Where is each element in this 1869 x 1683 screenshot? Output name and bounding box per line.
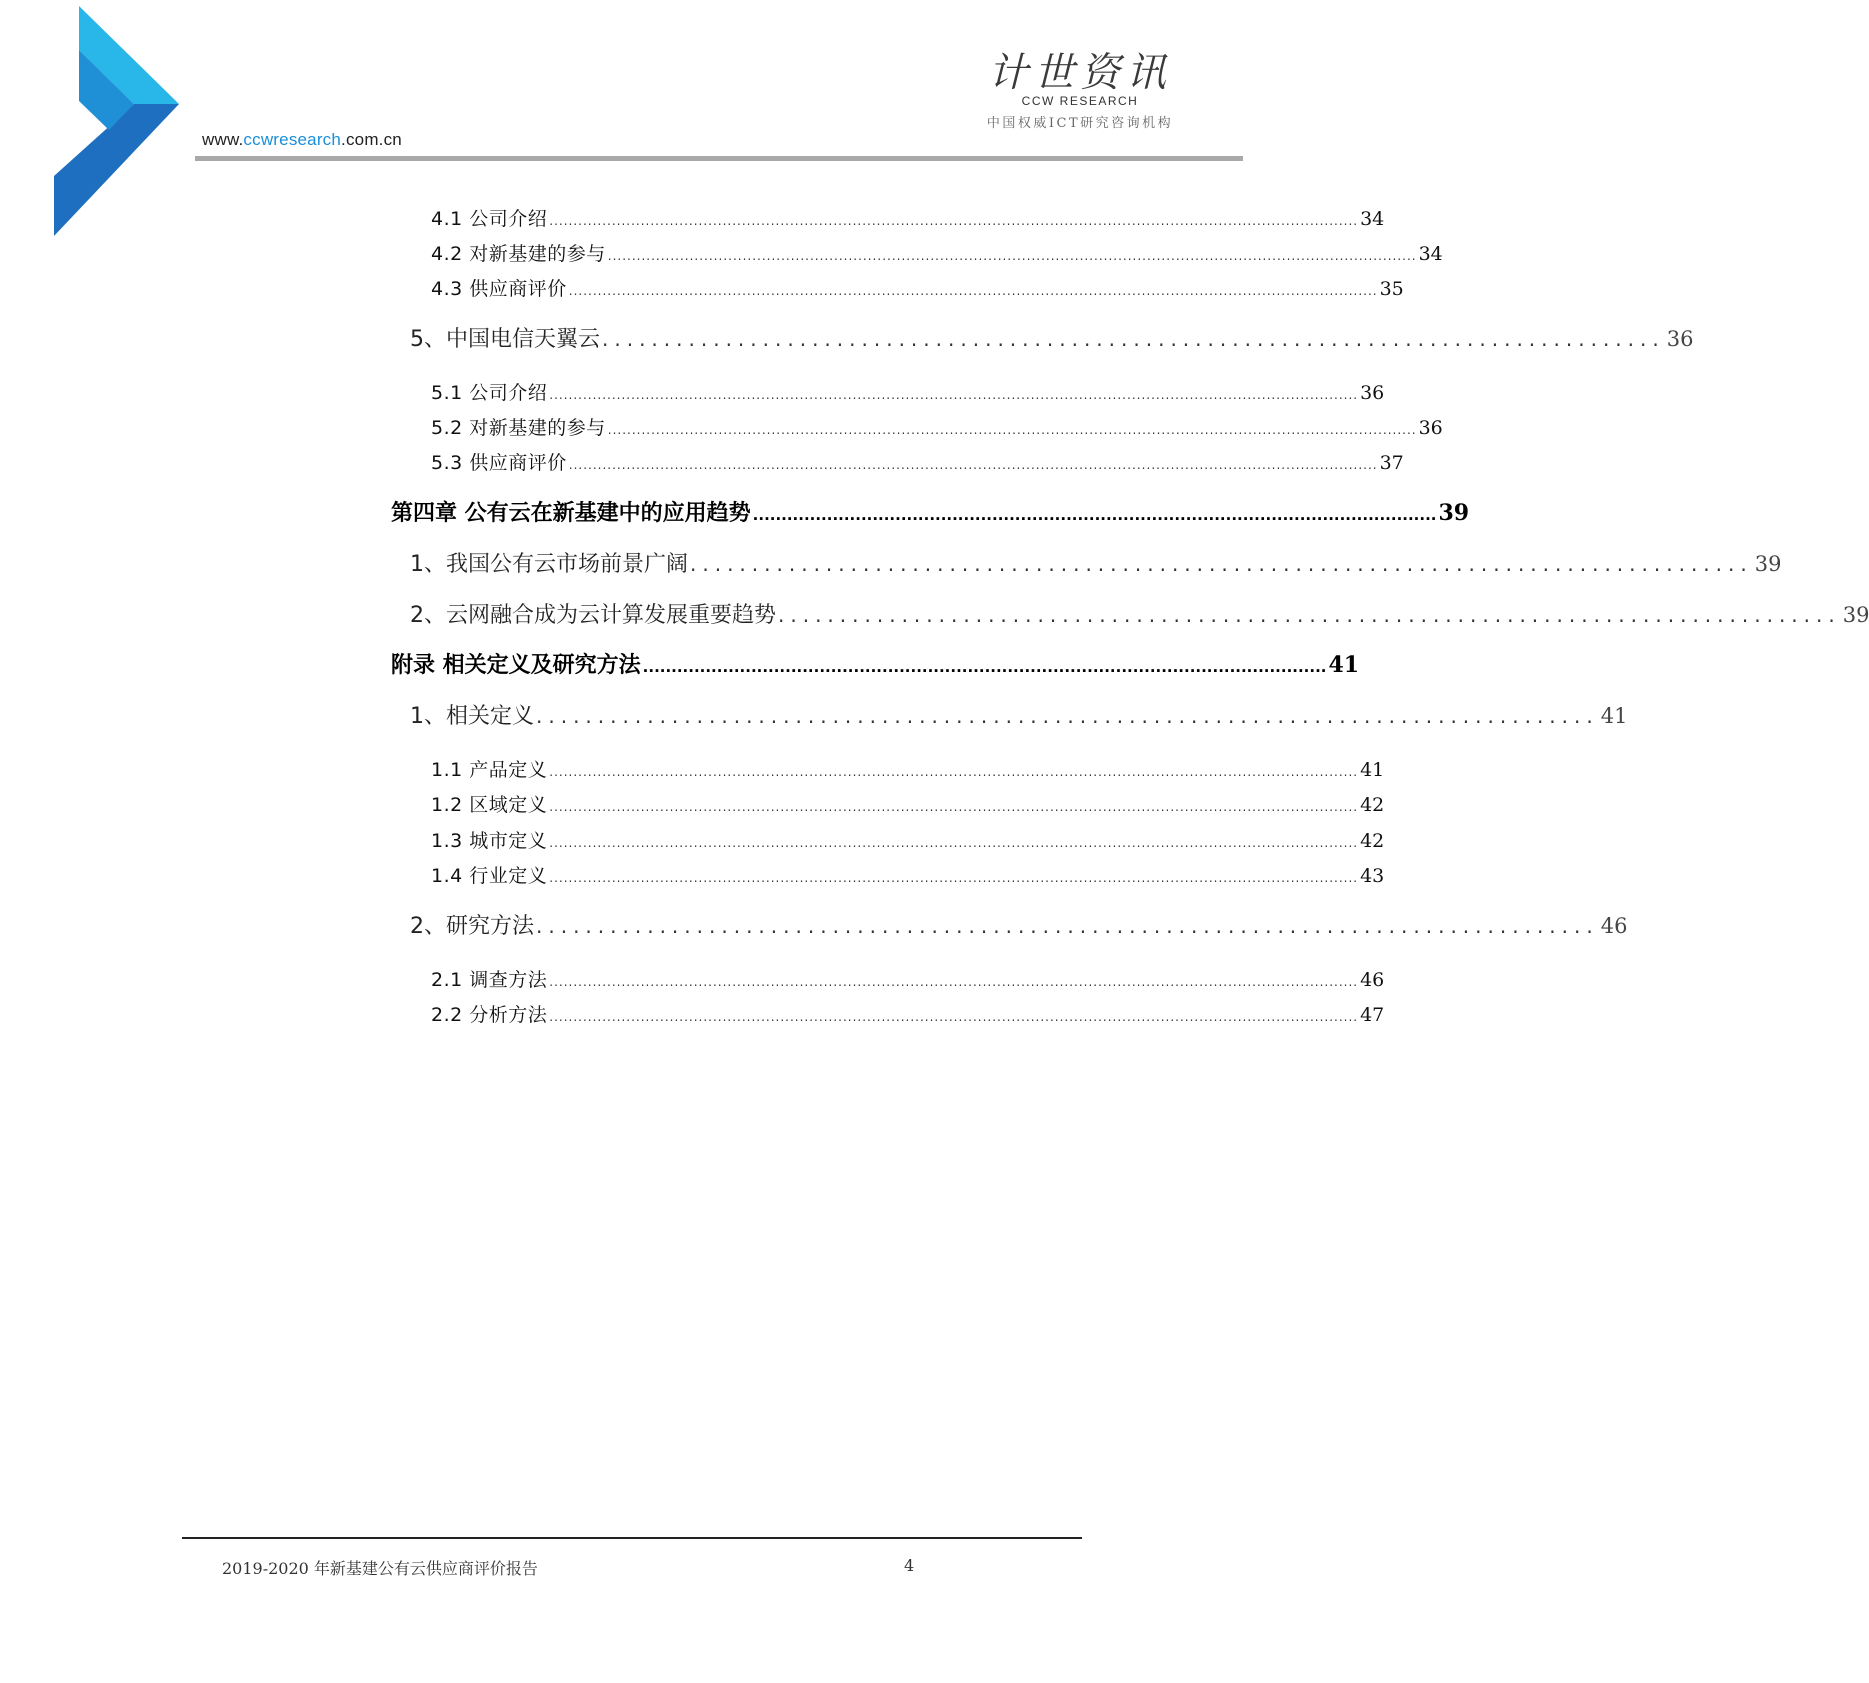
dot-leader: ...................................................................................... [602,327,1665,351]
toc-entry[interactable]: 2、研究方法 ...................................................................................... 46 [410,914,1628,939]
dot-leader: ...................................................................................... [536,914,1599,938]
toc-entry[interactable]: 1.1 产品定义 ........................................................................................................................................................................ 41 [431,759,1385,781]
toc-entry[interactable]: 1.2 区域定义 ........................................................................................................................................................................ 42 [431,794,1385,816]
dot-leader: ........................................................................................................................................................................ [549,800,1359,814]
dot-leader: ...................................................................................... [536,704,1599,728]
toc-entry[interactable]: 第四章 公有云在新基建中的应用趋势 ........................................................................................................................ 39 [391,500,1470,526]
toc-entry[interactable]: 4.1 公司介绍 ........................................................................................................................................................................ 34 [431,208,1385,230]
dot-leader: ........................................................................................................................................................................ [549,975,1359,989]
toc-entry[interactable]: 2.2 分析方法 ........................................................................................................................................................................ 47 [431,1004,1385,1026]
ccw-logo-chevron-icon [54,6,184,236]
toc-entry[interactable]: 1.4 行业定义 ........................................................................................................................................................................ 43 [431,865,1385,887]
dot-leader: ........................................................................................................................................................................ [607,249,1417,263]
brand-name-en: CCW RESEARCH [1021,94,1139,108]
dot-leader: ........................................................................................................................ [752,506,1437,524]
dot-leader: ........................................................................................................................................................................ [549,1010,1359,1024]
footer-report-title: 2019-2020 年新基建公有云供应商评价报告 [222,1559,538,1578]
toc-entry[interactable]: 1.3 城市定义 ........................................................................................................................................................................ 42 [431,830,1385,852]
toc-entry[interactable]: 5.3 供应商评价 ........................................................................................................................................................................ 37 [431,452,1404,474]
brand-tagline: 中国权威ICT研究咨询机构 [986,116,1174,131]
dot-leader: ........................................................................................................................................................................ [549,765,1359,779]
dot-leader: ........................................................................................................................................................................ [568,458,1378,472]
brand-name-cn: 计世资讯 [988,50,1172,96]
dot-leader: ........................................................................................................................................................................ [607,423,1417,437]
dot-leader: ........................................................................................................................................................................ [549,388,1359,402]
dot-leader: ...................................................................................... [778,603,1841,627]
toc-entry[interactable]: 5.1 公司介绍 ........................................................................................................................................................................ 36 [431,382,1385,404]
toc-entry[interactable]: 4.2 对新基建的参与 ........................................................................................................................................................................ 34 [431,243,1443,265]
footer-divider [182,1537,1082,1539]
dot-leader: ...................................................................................... [690,552,1753,576]
brand-logo [960,48,1200,131]
toc-entry[interactable]: 2.1 调查方法 ........................................................................................................................................................................ 46 [431,969,1385,991]
toc-entry[interactable]: 附录 相关定义及研究方法 ........................................................................................................................ 41 [391,652,1360,678]
dot-leader: ........................................................................................................................................................................ [549,836,1359,850]
toc-entry[interactable]: 1、我国公有云市场前景广阔 ...................................................................................... 39 [410,552,1782,577]
toc-entry[interactable]: 2、云网融合成为云计算发展重要趋势 ...................................................................................... 39 [410,603,1869,628]
dot-leader: ........................................................................................................................................................................ [549,871,1359,885]
toc-entry[interactable]: 5、中国电信天翼云 ...................................................................................... 36 [410,327,1694,352]
toc-entry[interactable]: 5.2 对新基建的参与 ........................................................................................................................................................................ 36 [431,417,1443,439]
toc-entry[interactable]: 1、相关定义 ...................................................................................... 41 [410,704,1628,729]
dot-leader: ........................................................................................................................................................................ [568,284,1378,298]
toc-entry[interactable]: 4.3 供应商评价 ........................................................................................................................................................................ 35 [431,278,1404,300]
site-url[interactable]: www.ccwresearch.com.cn [202,130,402,149]
header-divider [195,156,1243,161]
dot-leader: ........................................................................................................................ [642,658,1327,676]
dot-leader: ........................................................................................................................................................................ [549,214,1359,228]
footer-page-number: 4 [904,1556,915,1575]
